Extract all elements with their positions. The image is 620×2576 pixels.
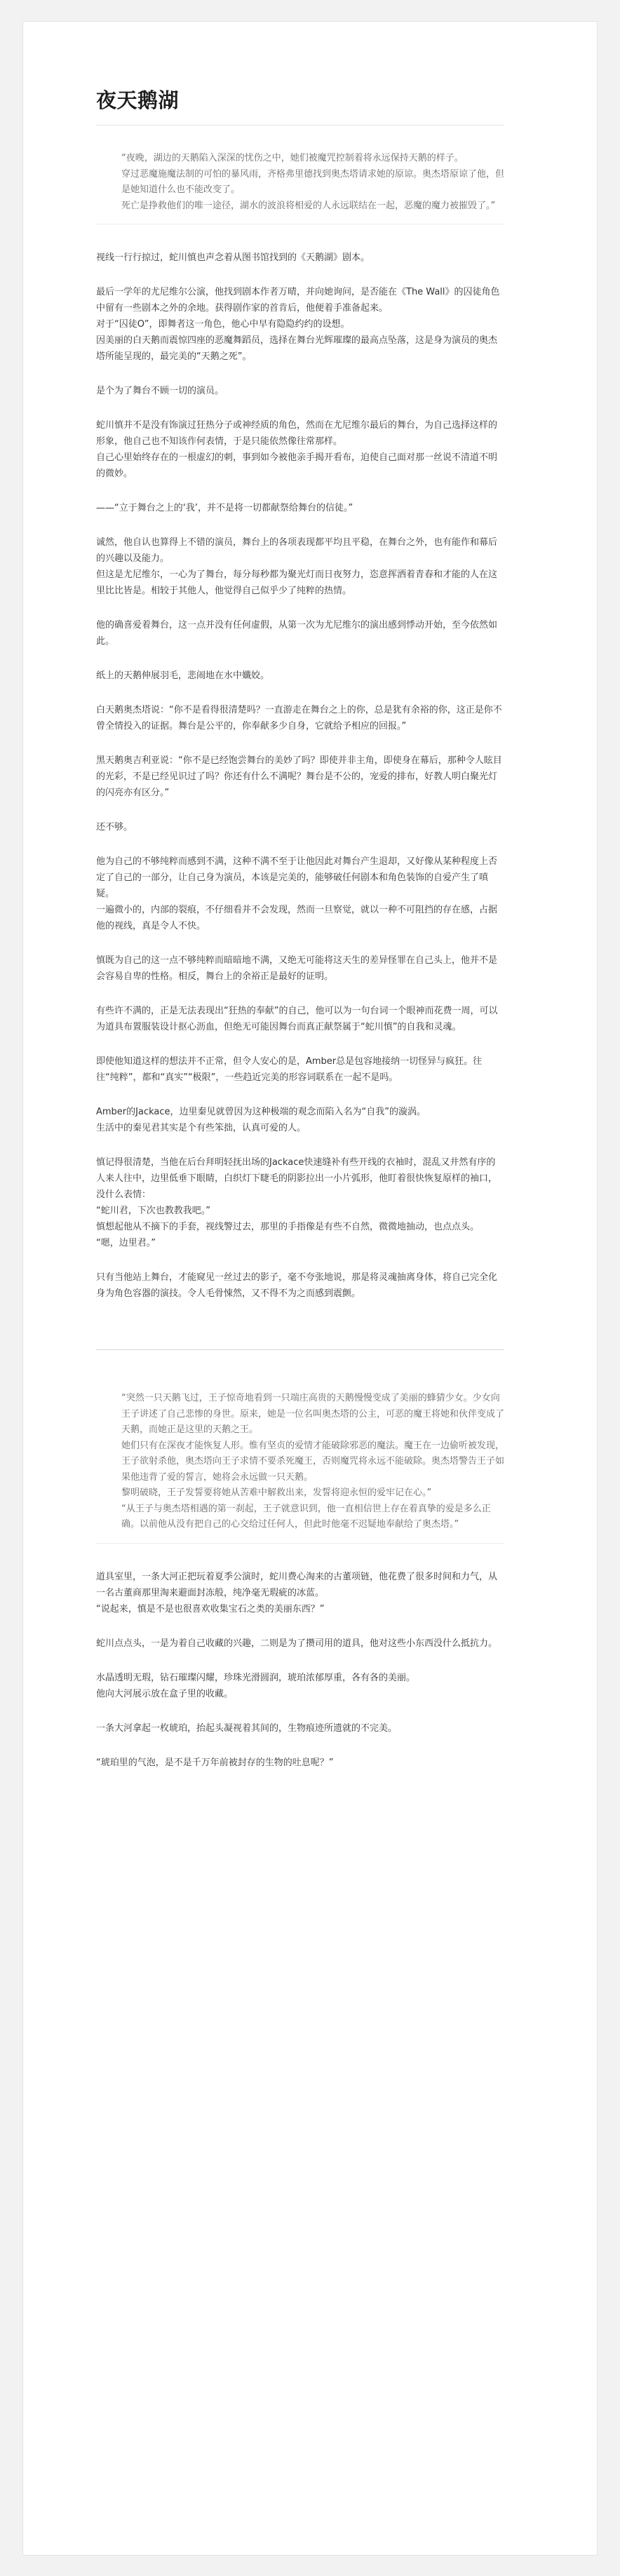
paragraph [96,819,504,835]
paragraph-line: 道具室里，一条大河正把玩着夏季公演时，蛇川费心淘来的古董项链，他花费了很多时间和力气，从一名古董商那里淘来避面封冻般，纯净毫无瑕疵的冰蓝。 [96,1571,498,1598]
paragraph-line: 一条大河拿起一枚琥珀，抬起头凝视着其间的，生物痕迹所遗就的不完美。 [96,1722,398,1734]
paragraph-line: 纸上的天鹅伸展羽毛，悲闹地在水中孅姣。 [96,670,270,681]
paragraph-line: “嗯，边里君。” [96,1238,156,1248]
paragraph [96,534,504,599]
paragraph-line: 黑天鹅奥吉利亚说：“你不是已经饱尝舞台的美妙了吗？即使并非主角，即使身在幕后，那种令人眩目的光彩，不是已经见识过了吗？你还有什么不满呢？舞台是不公的，宠爱的排布，好教人明白聚光灯的闪亮亦有区分。” [96,755,502,798]
paragraph [96,617,504,649]
paragraph-line: 一遍微小的，内部的裂痕，不仔细看并不会发现，然而一旦察觉，就以一种不可阻挡的存在感，占据他的视线，真是令人不快。 [96,905,498,931]
quote-line: 黎明破晓，王子发誓要将她从苦难中解救出来，发誓将迎永恒的爱牢记在心。” [121,1488,432,1498]
quote-line: 她们只有在深夜才能恢复人形。惟有坚贞的爱情才能破除邪恶的魔法。魔王在一边偷听被发现，王子欲射杀他，奥杰塔向王子求情不要杀死魔王，否则魔咒将永远不能破除。奥杰塔警告王子如果他违背了爱的誓言，她将会永远做一只天鹅。 [121,1440,505,1483]
paragraph [96,1720,504,1737]
section-one-body [96,250,504,1302]
paragraph-line: Amber的Jackace，边里秦见就曾因为这种极端的观念而陷入名为“自我”的漩涡。 [96,1107,426,1117]
paragraph [96,1636,504,1652]
paragraph-line: 慎记得很清楚，当他在后台拜明轻抚出场的Jackace快速缝补有些开线的衣袖时，混乱又井然有序的人来人往中，边里低垂下眼睛，白织灯下睫毛的阴影拉出一小片弧形，他盯着很快恢复原样的袖口，没什么表情： [96,1157,498,1200]
paragraph [96,854,504,934]
paragraph [96,250,504,266]
paragraph [96,668,504,684]
paragraph-line: 蛇川点点头，一是为着自己收藏的兴趣，二则是为了攒司用的道具，他对这些小东西没什么抵抗力。 [96,1638,498,1649]
paragraph-line: 水晶透明无瑕，钻石璀璨闪耀，珍珠光滑圆润，琥珀浓郁厚重，各有各的美丽。 [96,1672,416,1683]
paragraph-line: “琥珀里的气泡，是不是千万年前被封存的生物的吐息呢？” [96,1757,334,1768]
paragraph [96,702,504,734]
paragraph [96,417,504,482]
paragraph-line: 蛇川慎并不是没有饰演过狂热分子或神经质的角色，然而在尤尼维尔最后的舞台，为自己选择这样的形象，他自己也不知该作何表情，于是只能依然像往常那样。 [96,420,498,447]
paragraph-line: 因美丽的白天鹅而震惊四座的恶魔舞蹈员，选择在舞台光辉璀璨的最高点坠落，这是身为演员的奥杰塔所能呈现的，最完美的“天鹅之死”。 [96,335,498,362]
paragraph [96,383,504,399]
paragraph-line: 但这是尤尼维尔，一心为了舞台，每分每秒都为聚光灯而日夜努力，恣意挥洒着青春和才能的人在这里比比皆是。相较于其他人，他觉得自己似乎少了纯粹的热情。 [96,569,498,596]
paragraph-line: 对于“囚徒O”，即舞者这一角色，他心中早有隐隐约约的设想。 [96,319,350,330]
quote-line: 穿过恶魔施魔法制的可怕的暴风雨，齐格弗里德找到奥杰塔请求她的原谅。奥杰塔原谅了他，但是她知道什么也不能改变了。 [121,168,505,195]
document-page [22,21,598,2556]
quote-line: “夜晚，湖边的天鹅陷入深深的忧伤之中，她们被魔咒控制着将永远保持天鹅的样子。 [121,153,464,163]
paragraph [96,753,504,801]
second-quote [96,1388,504,1544]
paragraph [96,1670,504,1702]
paragraph-line: 慎想起他从不摘下的手套，视线警过去，那里的手指像是有些不自然，微微地抽动，也点点头。 [96,1222,480,1232]
paragraph [96,1569,504,1617]
paragraph [96,1755,504,1771]
paragraph-line: 他为自己的不够纯粹而感到不满，这种不满不至于让他因此对舞台产生退却，又好像从某种程度上否定了自己的一部分，让自己身为演员，本该是完美的，能够破任何剧本和角色装饰的自爱产生了嗔疑。 [96,856,498,899]
paragraph-line: 白天鹅奥杰塔说：“你不是看得很清楚吗？一直游走在舞台之上的你，总是犹有余裕的你，这正是你不曾全情投入的证据。舞台是公平的，你奉献多少自身，它就给予相应的回报。” [96,705,502,731]
paragraph-line: 只有当他站上舞台，才能窥见一丝过去的影子，毫不夸张地说，那是将灵魂抽离身体，将自己完全化身为角色容器的演技。令人毛骨悚然，又不得不为之而感到震颤。 [96,1272,498,1299]
paragraph [96,500,504,516]
paragraph-line: 自己心里始终存在的一根虚幻的刺，事到如今被他亲手揭开看布，迫使自己面对那一丝说不清道不明的微妙。 [96,452,498,479]
paragraph [96,952,504,985]
paragraph [96,284,504,365]
section-divider [96,1349,504,1350]
paragraph-line: 诚然，他自认也算得上不错的演员，舞台上的各项表现都平均且平稳，在舞台之外，也有能作和幕后的兴趣以及能力。 [96,537,498,564]
paragraph [96,1154,504,1251]
paragraph-line: 生活中的秦见君其实是个有些笨拙，认真可爱的人。 [96,1123,306,1133]
paragraph-line: “蛇川君，下次也教教我吧。” [96,1206,210,1216]
opening-quote [96,148,504,224]
page-title: 夜天鹅湖 [96,85,504,126]
paragraph-line: 他的确喜爱着舞台，这一点并没有任何虚假，从第一次为尤尼维尔的演出感到悸动开始，至今依然如此。 [96,620,498,647]
paragraph [96,1104,504,1136]
paragraph-line: ——“立于舞台之上的‘我’，并不是将一切都献祭给舞台的信徒。” [96,503,353,513]
quote-line: “突然一只天鹅飞过，王子惊奇地看到一只端庄高贵的天鹅慢慢变成了美丽的蜂猜少女。少女向王子讲述了自己悲惨的身世。原来，她是一位名叫奥杰塔的公主，可恶的魔王将她和伙伴变成了天鹅，而她正是这里的天鹅之王。 [121,1393,505,1435]
paragraph-line: 他向大河展示放在盒子里的收藏。 [96,1688,234,1699]
paragraph [96,1053,504,1086]
paragraph-line: 有些许不满的，正是无法表现出“狂热的奉献”的自己，他可以为一句台词一个眼神而花费一周，可以为道具布置服装设计抠心沥血，但绝无可能因舞台而真正献祭属于“蛇川慎”的自我和灵魂。 [96,1006,498,1032]
paragraph-line: 最后一学年的尤尼维尔公演，他找到剧本作者万晴，并向她询问，是否能在《The Wall》的囚徒角色中留有一些剧本之外的余地。获得剧作家的首肯后，他便着手准备起来。 [96,287,500,313]
paragraph-line: 是个为了舞台不顾一切的演员。 [96,386,224,396]
paragraph [96,1003,504,1035]
quote-line: 死亡是挣救他们的唯一途径，湖水的波浪将相爱的人永远联结在一起，恶魔的魔力被摧毁了。” [121,200,496,211]
paragraph-line: 慎既为自己的这一点不够纯粹而暗暗地不满，又绝无可能将这天生的差异怪罪在自己头上，他并不是会容易自卑的性格。相反，舞台上的余裕正是最好的证明。 [96,955,498,982]
paragraph-line: “说起来，慎是不是也很喜欢收集宝石之类的美丽东西？” [96,1603,325,1614]
paragraph-line: 还不够。 [96,822,133,832]
section-two-body [96,1569,504,1771]
paragraph-line: 即使他知道这样的想法并不正常，但令人安心的是，Amber总是包容地接纳一切怪异与疯狂。往往“纯粹”，都和“真实”“极限”，一些趋近完美的形容词联系在一起不是吗。 [96,1056,483,1083]
paragraph [96,1269,504,1302]
quote-line: “从王子与奥杰塔相遇的第一刹起，王子就意识到，他一直相信世上存在着真挚的爱是多么正确。以前他从没有把自己的心交给过任何人，但此时他毫不迟疑地奉献给了奥杰塔。” [121,1503,491,1530]
paragraph-line: 视线一行行掠过，蛇川慎也声念着从图书馆找到的《天鹅湖》剧本。 [96,252,370,263]
